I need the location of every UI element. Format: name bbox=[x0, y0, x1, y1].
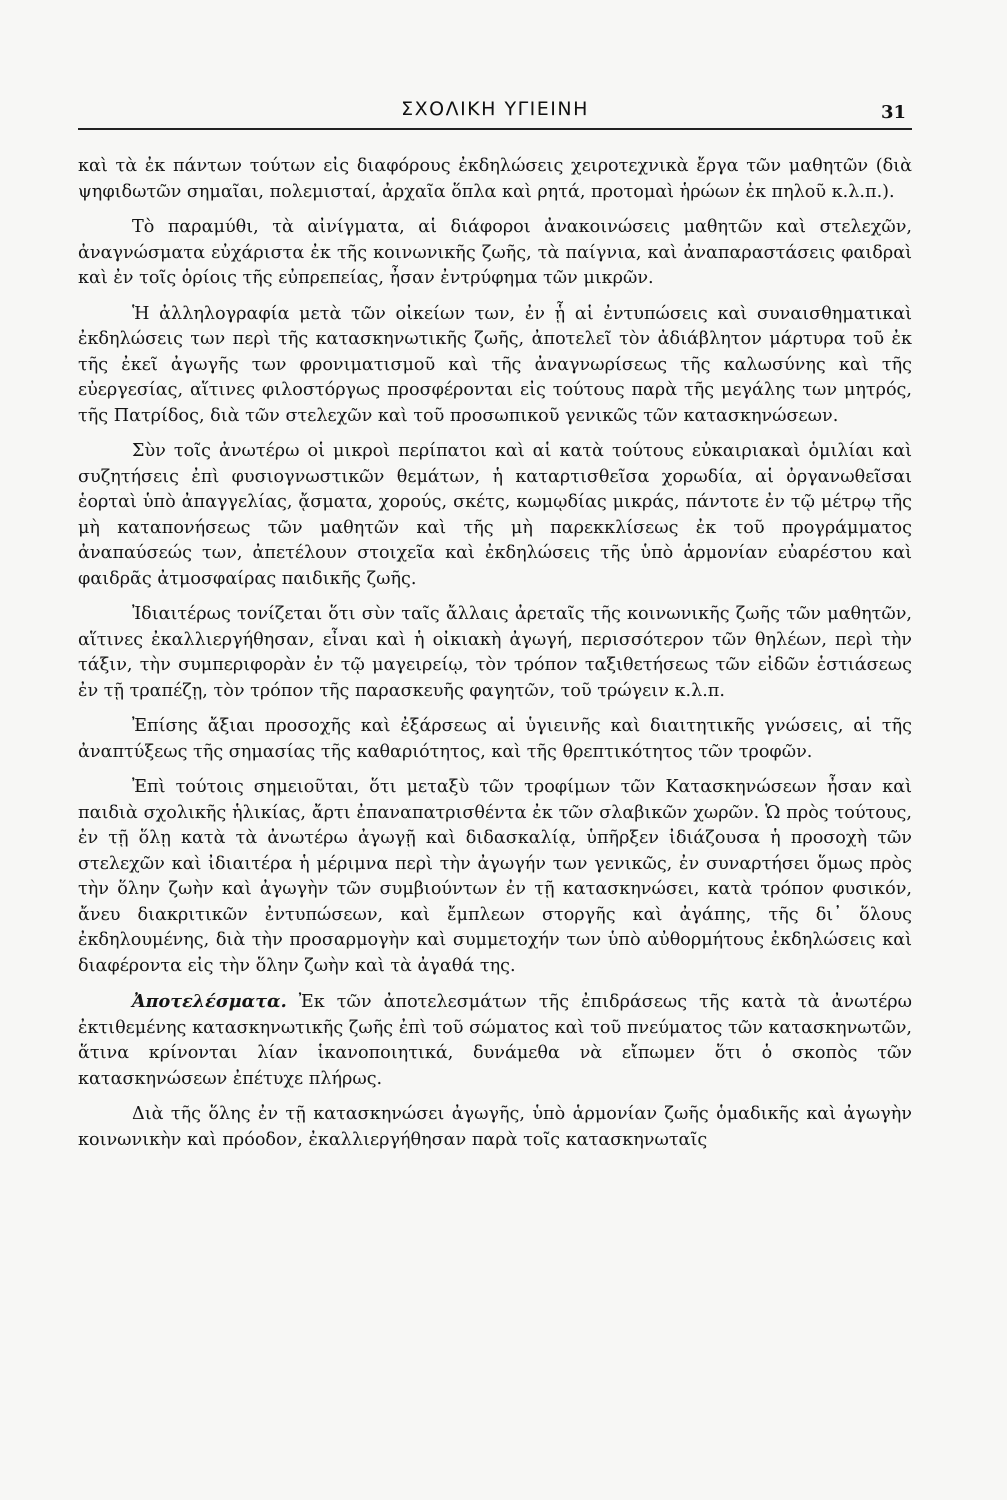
paragraph-4: Σὺν τοῖς ἀνωτέρω οἱ μικροὶ περίπατοι καὶ αἱ κατὰ τούτους εὐκαιριακαὶ ὁμιλίαι καὶ συζητήσεις ἐπὶ φυσιογνωστικῶν θεμάτων, ἡ καταρτισθεῖσα χορωδία, αἱ ὀργανωθεῖσαι ἑορταὶ ὑπὸ ἀπαγγελίας, ᾄσματα, χορούς, σκέτς, κωμῳδίας μικράς, πάντοτε ἐν τῷ μέτρῳ τῆς μὴ καταπονήσεως τῶν μαθητῶν καὶ τῆς μὴ παρεκκλίσεως ἐκ τοῦ προγράμματος ἀναπαύσεώς των, ἀπετέλουν στοιχεῖα καὶ ἐκδηλώσεις τῆς ὑπὸ ἁρμονίαν εὐαρέστου καὶ φαιδρᾶς ἀτμοσφαίρας παιδικῆς ζωῆς. bbox=[78, 441, 912, 589]
paragraph-9: Διὰ τῆς ὅλης ἐν τῇ κατασκηνώσει ἀγωγῆς, ὑπὸ ἁρμονίαν ζωῆς ὁμαδικῆς καὶ ἀγωγὴν κοινωνικὴν καὶ πρόοδον, ἐκαλλιεργήθησαν παρὰ τοῖς κατασκηνωταῖς bbox=[78, 1104, 912, 1150]
document-page bbox=[78, 92, 912, 1462]
paragraph-1: καὶ τὰ ἐκ πάντων τούτων εἰς διαφόρους ἐκδηλώσεις χειροτεχνικὰ ἔργα τῶν μαθητῶν (διὰ ψηφιδωτῶν σημαῖαι, πολεμισταί, ἀρχαῖα ὅπλα καὶ ρητά, προτομαὶ ἡρώων ἐκ πηλοῦ κ.λ.π.). bbox=[78, 156, 912, 202]
running-title: ΣΧΟΛΙΚΗ ΥΓΙΕΙΝΗ bbox=[401, 98, 589, 120]
paragraph-3: Ἡ ἀλληλογραφία μετὰ τῶν οἰκείων των, ἐν ᾗ αἱ ἐντυπώσεις καὶ συναισθηματικαὶ ἐκδηλώσεις των περὶ τῆς κατασκηνωτικῆς ζωῆς, ἀποτελεῖ τὸν ἀδιάβλητον μάρτυρα τοῦ ἐκ τῆς ἐκεῖ ἀγωγῆς των φρονιματισμοῦ καὶ τῆς ἀναγνωρίσεως τῆς καλωσύνης καὶ τῆς εὐεργεσίας, αἵτινες φιλοστόργως προσφέρονται εἰς τούτους παρὰ τῆς μεγάλης των μητρός, τῆς Πατρίδος, διὰ τῶν στελεχῶν καὶ τοῦ προσωπικοῦ γενικῶς τῶν κατασκηνώσεων. bbox=[78, 303, 912, 426]
paragraph-8 bbox=[78, 989, 912, 1092]
paragraph-6: Ἐπίσης ἄξιαι προσοχῆς καὶ ἐξάρσεως αἱ ὑγιεινῆς καὶ διαιτητικῆς γνώσεις, αἱ τῆς ἀναπτύξεως τῆς σημασίας τῆς καθαριότητος, καὶ τῆς θρεπτικότητος τῶν τροφῶν. bbox=[78, 716, 912, 762]
paragraph-8-text: Ἐκ τῶν ἀποτελεσμάτων τῆς ἐπιδράσεως τῆς κατὰ τὰ ἀνωτέρω ἐκτιθεμένης κατασκηνωτικῆς ζωῆς ἐπὶ τοῦ σώματος καὶ τοῦ πνεύματος τῶν κατασκηνωτῶν, ἅτινα κρίνονται λίαν ἱκανοποιητικά, δυνάμεθα νὰ εἴπωμεν ὅτι ὁ σκοπὸς τῶν κατασκηνώσεων ἐπέτυχε πλήρως. bbox=[78, 992, 912, 1089]
paragraph-7: Ἐπὶ τούτοις σημειοῦται, ὅτι μεταξὺ τῶν τροφίμων τῶν Κατασκηνώσεων ἦσαν καὶ παιδιὰ σχολικῆς ἡλικίας, ἄρτι ἐπαναπατρισθέντα ἐκ τῶν σλαβικῶν χωρῶν. Ὡ πρὸς τούτους, ἐν τῇ ὅλῃ κατὰ τὰ ἀνωτέρω ἀγωγῇ καὶ διδασκαλίᾳ, ὑπῆρξεν ἰδιάζουσα ἡ προσοχὴ τῶν στελεχῶν καὶ ἰδιαιτέρα ἡ μέριμνα περὶ τὴν ἀγωγήν των γενικῶς, ἐν συναρτήσει ὅμως πρὸς τὴν ὅλην ζωὴν καὶ ἀγωγὴν τῶν συμβιούντων ἐν τῇ κατασκηνώσει, κατὰ τρόπον φυσικόν, ἄνευ διακριτικῶν ἐντυπώσεων, καὶ ἔμπλεων στοργῆς καὶ ἀγάπης, τῆς δι᾽ ὅλους ἐκδηλουμένης, διὰ τὴν προσαρμογὴν καὶ συμμετοχήν των ὑπὸ αὐθορμήτους ἐκδηλώσεις καὶ διαφέροντα εἰς τὴν ὅλην ζωὴν καὶ τὰ ἀγαθά της. bbox=[78, 777, 912, 976]
section-heading-results: Ἀποτελέσματα. bbox=[132, 991, 287, 1012]
paragraph-5: Ἰδιαιτέρως τονίζεται ὅτι σὺν ταῖς ἄλλαις ἀρεταῖς τῆς κοινωνικῆς ζωῆς τῶν μαθητῶν, αἵτινες ἐκαλλιεργήθησαν, εἶναι καὶ ἡ οἰκιακὴ ἀγωγή, περισσότερον τῶν θηλέων, περὶ τὴν τάξιν, τὴν συμπεριφορὰν ἐν τῷ μαγειρείῳ, τὸν τρόπον ταξιθετήσεως τῶν εἰδῶν ἑστιάσεως ἐν τῇ τραπέζῃ, τὸν τρόπον τῆς παρασκευῆς φαγητῶν, τοῦ τρώγειν κ.λ.π. bbox=[78, 604, 912, 701]
page-header bbox=[78, 92, 912, 130]
body-text bbox=[78, 154, 912, 1153]
paragraph-2: Τὸ παραμύθι, τὰ αἰνίγματα, αἱ διάφοροι ἀνακοινώσεις μαθητῶν καὶ στελεχῶν, ἀναγνώσματα εὐχάριστα ἐκ τῆς κοινωνικῆς ζωῆς, τὰ παίγνια, καὶ ἀναπαραστάσεις φαιδραὶ καὶ ἐν τοῖς ὁρίοις τῆς εὐπρεπείας, ἦσαν ἐντρύφημα τῶν μικρῶν. bbox=[78, 217, 912, 288]
page-number: 31 bbox=[880, 102, 906, 123]
